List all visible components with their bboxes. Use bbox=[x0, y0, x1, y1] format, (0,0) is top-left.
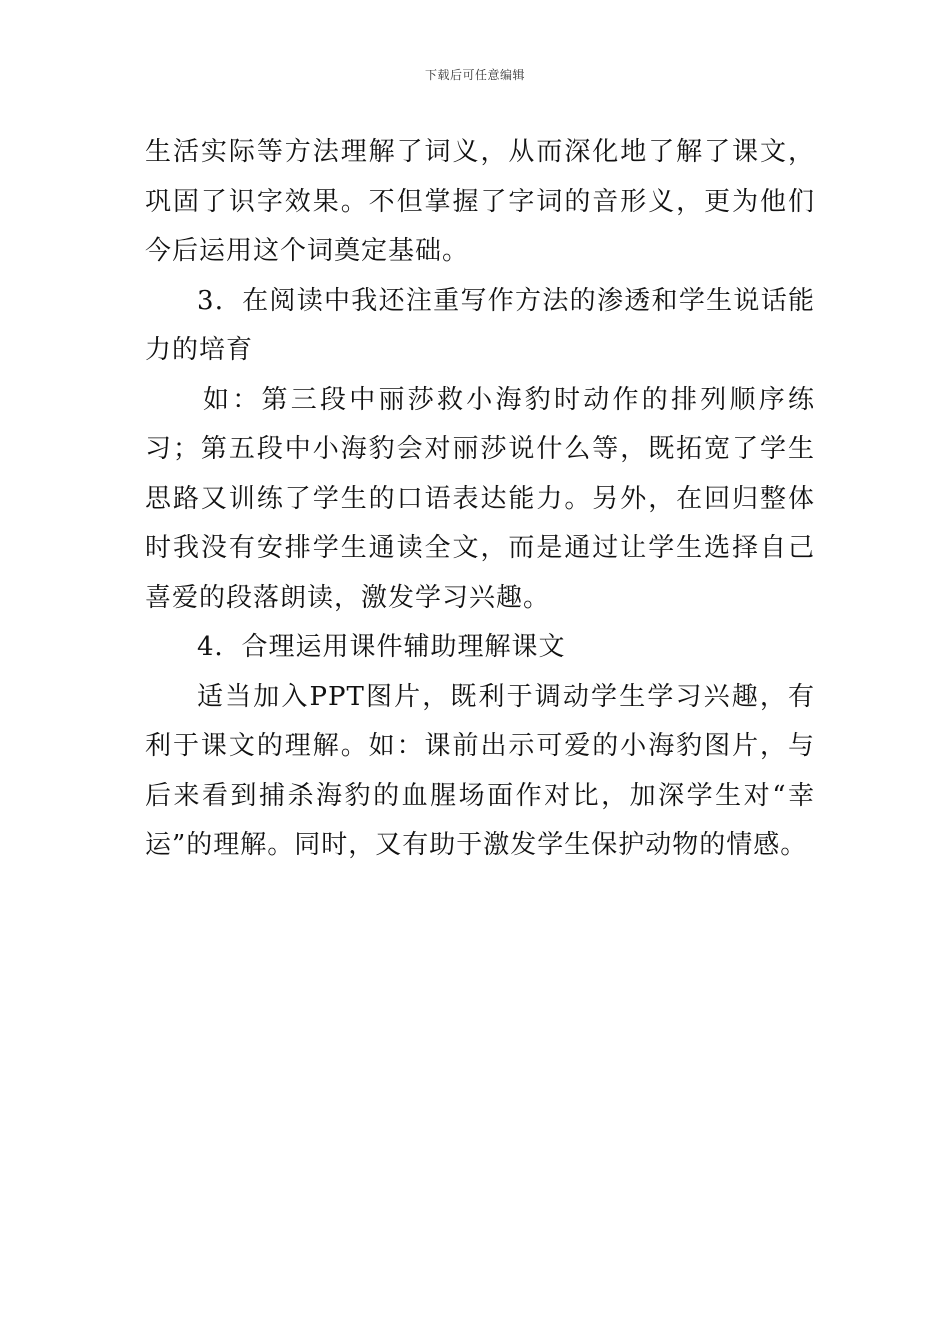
paragraph-example: 如：第三段中丽莎救小海豹时动作的排列顺序练习；第五段中小海豹会对丽莎说什么等，既拓宽了学生思路又训练了学生的口语表达能力。另外，在回归整体时我没有安排学生通读全文，而是通过让学生选择自己喜爱的段落朗读，激发学习兴趣。 bbox=[145, 384, 815, 613]
header-note: 下载后可任意编辑 bbox=[424, 68, 525, 82]
heading-item-3: 3．在阅读中我还注重写作方法的渗透和学生说话能力的培育 bbox=[145, 285, 815, 365]
document-body bbox=[145, 128, 815, 871]
paragraph-continued: 生活实际等方法理解了词义，从而深化地了解了课文，巩固了识字效果。不但掌握了字词的音形义，更为他们今后运用这个词奠定基础。 bbox=[145, 137, 815, 266]
paragraph-courseware: 适当加入PPT图片，既利于调动学生学习兴趣，有利于课文的理解。如：课前出示可爱的小海豹图片，与后来看到捕杀海豹的血腥场面作对比，加深学生对“幸运”的理解。同时，又有助于激发学生保护动物的情感。 bbox=[145, 681, 815, 860]
heading-item-4: 4．合理运用课件辅助理解课文 bbox=[197, 632, 566, 662]
